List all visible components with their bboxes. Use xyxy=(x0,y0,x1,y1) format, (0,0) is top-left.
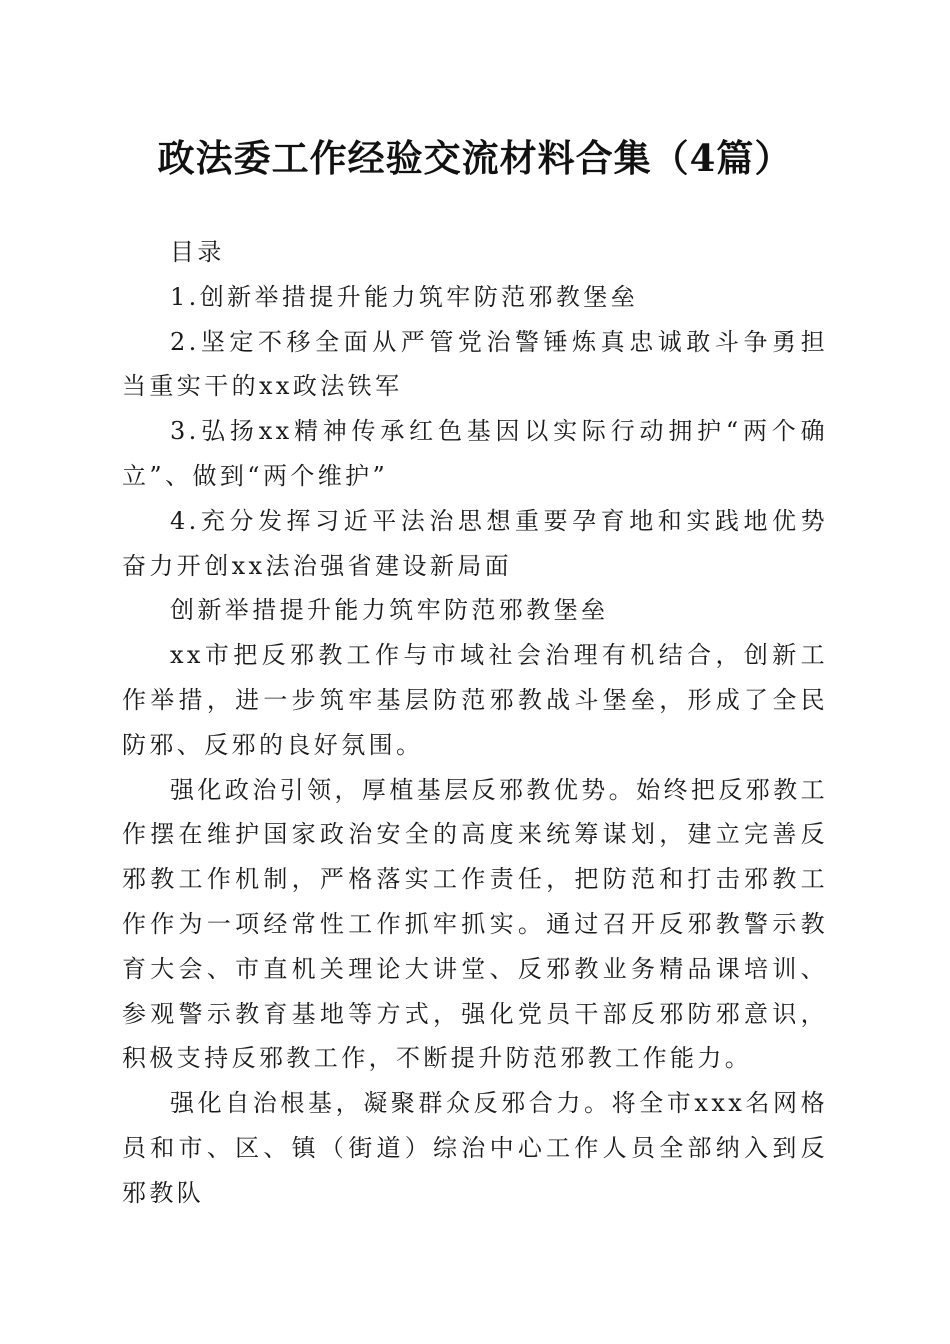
document-title: 政法委工作经验交流材料合集（4篇） xyxy=(157,136,793,180)
paragraph: 强化政治引领，厚植基层反邪教优势。始终把反邪教工作摆在维护国家政治安全的高度来统筹谋划，建立完善反邪教工作机制，严格落实工作责任，把防范和打击邪教工作作为一项经常性工作抓牢抓实。通过召开反邪教警示教育大会、市直机关理论大讲堂、反邪教业务精品课培训、参观警示教育基地等方式，强化党员干部反邪防邪意识，积极支持反邪教工作，不断提升防范邪教工作能力。 xyxy=(122,775,828,1073)
toc-heading: 目录 xyxy=(170,238,225,266)
toc-item-3: 3.弘扬xx精神传承红色基因以实际行动拥护“两个确立”、做到“两个维护” xyxy=(122,417,828,490)
toc-item-1: 1.创新举措提升能力筑牢防范邪教堡垒 xyxy=(170,282,639,311)
toc-item-4: 4.充分发挥习近平法治思想重要孕育地和实践地优势奋力开创xx法治强省建设新局面 xyxy=(122,506,828,580)
document-body xyxy=(122,230,828,1216)
toc-item-2: 2.坚定不移全面从严管党治警锤炼真忠诚敢斗争勇担当重实干的xx政法铁军 xyxy=(122,327,828,401)
section-title: 创新举措提升能力筑牢防范邪教堡垒 xyxy=(170,596,609,625)
paragraph: xx市把反邪教工作与市域社会治理有机结合，创新工作举措，进一步筑牢基层防范邪教战斗堡垒，形成了全民防邪、反邪的良好氛围。 xyxy=(122,641,828,759)
paragraph: 强化自治根基，凝聚群众反邪合力。将全市xxx名网格员和市、区、镇（街道）综治中心工作人员全部纳入到反邪教队 xyxy=(122,1089,828,1207)
